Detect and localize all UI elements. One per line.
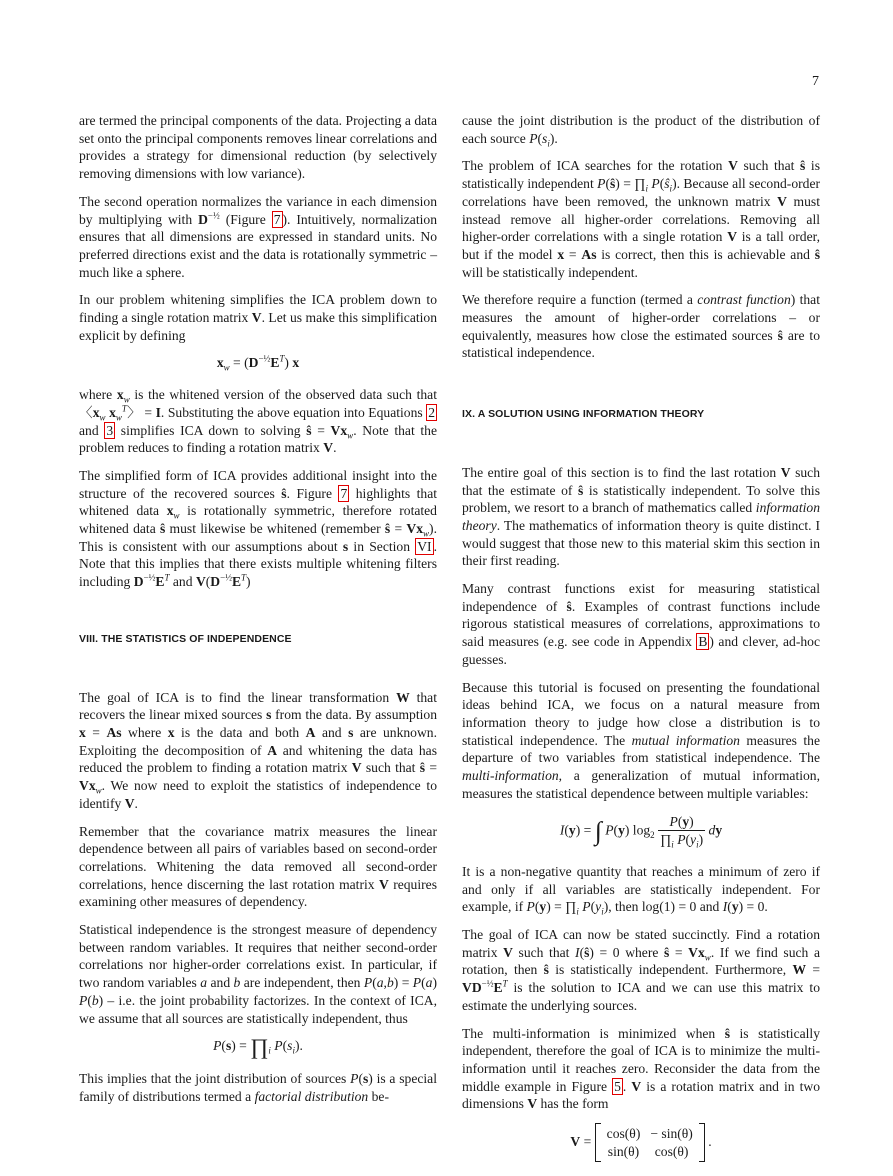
paragraph-goal-of-ica: The goal of ICA is to find the linear transformation W that recovers the linear mixed sources s from the data. By assumption x = As where x is the data and both A and s are unknown. Exploiting the decomposition of A and whitening the data has reduced the problem to finding a rotation matrix V such that ŝ = $Vx_w$. We now need to exploit the statistics of independence to identify V. xyxy=(79,689,438,811)
equation-ref-2[interactable]: 2 xyxy=(428,404,436,420)
equation-ref-3[interactable]: 3 xyxy=(106,422,114,438)
equation-multi-information: I(y) = ∫ P(y) $\log_2$ $\frac{P(y)}{\prod_i P(y_i)}$ dy xyxy=(559,813,723,850)
paragraph-multi-information-minimized: The multi-information is minimized when ŝ is statistically independent, therefore the goal of ICA is to minimize the multi-information until it reaches zero. Reconsider the data from the middle example in Figure 5 . V is a rotation matrix and in two dimensions V has the form xyxy=(462,1025,821,1112)
paragraph-problem-of-ica: The problem of ICA searches for the rotation V such that ŝ is statistically independent P(ŝ) = $\prod_i$ $P(ŝ_i)$. Because all second-order correlations have been removed, the unknown matrix V must instead remove all higher-order correlations. Removing all higher-order correlations with a single rotation V is a tall order, but if the model x = As is correct, then this is achievable and ŝ will be statistically independent. xyxy=(462,158,821,280)
paragraph-contrast-function: We therefore require a function (termed a contrast function) that measures the amount of higher-order correlations – or equivalently, measures how close the estimated sources ŝ are to statistical independence. xyxy=(462,292,820,361)
equation-whitened-data: $x_w = (D^{-\frac{1}{2}}E^T)$ x xyxy=(216,353,300,374)
figure-ref-7b[interactable]: 7 xyxy=(340,485,348,501)
paragraph-many-contrast-functions: Many contrast functions exist for measuring statistical independence of ŝ. Examples of contrast functions include rigorous statistical measures of correlations, approximations to said measures (e.g. see code in Appendix B ) and clever, ad-hoc guesses. xyxy=(462,581,821,667)
paragraph-principal-components: are termed the principal components of the data. Projecting a data set onto the principal components removes linear correlations and provides a strategy for dimensional reduction (by selectively removing dimensions with low variance). xyxy=(79,113,437,182)
section-heading-ix: IX. A SOLUTION USING INFORMATION THEORY xyxy=(462,408,705,421)
paragraph-non-negative: It is a non-negative quantity that reaches a minimum of zero if and only if all variables are statistically independent. For example, if $P(y) = \prod_i$ $P(y_i)$, then log(1) = 0 and I(y) = 0. xyxy=(462,863,820,918)
appendix-ref-b[interactable]: B xyxy=(698,634,708,650)
paragraph-goal-succinctly: The goal of ICA can now be stated succinctly. Find a rotation matrix V such that I(ŝ) = 0 where ŝ = $Vx_w$. If we find such a rotation, then ŝ is statistically independent. Furthermore, $W = VD^{-\frac{1}{2}}E^T$ is the solution to ICA and we can use this matrix to estimate the underlying sources. xyxy=(462,927,821,1013)
equation-rotation-matrix: V = cos(θ) − sin(θ) sin(θ) cos(θ) . xyxy=(462,1123,820,1162)
paragraph-simplified-form: The simplified form of ICA provides additional insight into the structure of the recovered sources ŝ. Figure 7 highlights that whitened data $x_w$ is rotationally symmetric, therefore rotated whitened data ŝ must likewise be whitened (remember ŝ = $Vx_w$). This is consistent with our assumptions about s in Section VI . Note that this implies that there exists multiple whitening filters including $D^{-\frac{1}{2}}E^T$ and $V(D^{-\frac{1}{2}}E^T)$ xyxy=(79,467,438,590)
figure-ref-7[interactable]: 7 xyxy=(273,211,281,227)
right-column xyxy=(462,112,820,1176)
paragraph-whitened-version: where $x_w$ is the whitened version of the observed data such that 〈$x_w$ $x_w^T$〉 = I. Substituting the above equation into Equations 2 and 3 simplifies ICA down to solving ŝ = $Vx_w$. Note that the problem reduces to finding a rotation matrix V. xyxy=(79,387,438,456)
paragraph-normalize-variance: The second operation normalizes the variance in each dimension by multiplying with $D^{-\frac{1}{2}}$ (Figure 7 ). Intuitively, normalization ensures that all dimensions are expressed in standard units. No preferred directions exist and the data is rotationally symmetric – much like a sphere. xyxy=(79,193,437,280)
paragraph-factorial-distribution: This implies that the joint distribution of sources P(s) is a special family of distributions termed a factorial distribution be- xyxy=(79,1070,437,1104)
paragraph-covariance: Remember that the covariance matrix measures the linear dependence between all pairs of variables based on second-order correlations. Whitening the data removed all second-order correlations, hence discerning the last rotation matrix V requires examining other measures of dependency. xyxy=(79,823,437,910)
paragraph-mutual-information: Because this tutorial is focused on presenting the foundational ideas behind ICA, we focus on a natural measure from information theory to judge how close a distribution is to statistical independence. The mutual information measures the departure of two variables from statistical independence. The multi-information, a generalization of mutual information, measures the statistical dependence between multiple variables: xyxy=(462,679,820,801)
equation-factorial: $P(s) = \prod_i$ $P(s_i)$. xyxy=(213,1034,303,1060)
paragraph-joint-distribution: cause the joint distribution is the product of the distribution of each source $P(s_i)$. xyxy=(462,113,820,149)
left-column xyxy=(79,112,437,1115)
paragraph-statistical-independence: Statistical independence is the strongest measure of dependency between random variables. It requires that neither second-order correlations nor higher-order correlations exist. In particular, if two random variables a and b are independent, then P(a,b) = P(a) P(b) – i.e. the joint probability factorizes. In the context of ICA, we assume that all sources are statistically independent, thus xyxy=(79,922,437,1026)
section-heading-viii: VIII. THE STATISTICS OF INDEPENDENCE xyxy=(79,632,292,645)
paragraph-information-theory: The entire goal of this section is to find the last rotation V such that the estimate of ŝ is statistically independent. To solve this problem, we resort to a branch of mathematics called information theory. The mathematics of information theory is quite distinct. I would suggest that those new to this material skim this section in their first reading. xyxy=(462,464,820,569)
paragraph-whitening: In our problem whitening simplifies the ICA problem down to finding a single rotation matrix V. Let us make this simplification explicit by defining xyxy=(79,292,437,343)
section-ref-vi[interactable]: VI xyxy=(417,538,432,554)
page-number: 7 xyxy=(812,74,819,89)
figure-ref-5[interactable]: 5 xyxy=(614,1078,621,1094)
